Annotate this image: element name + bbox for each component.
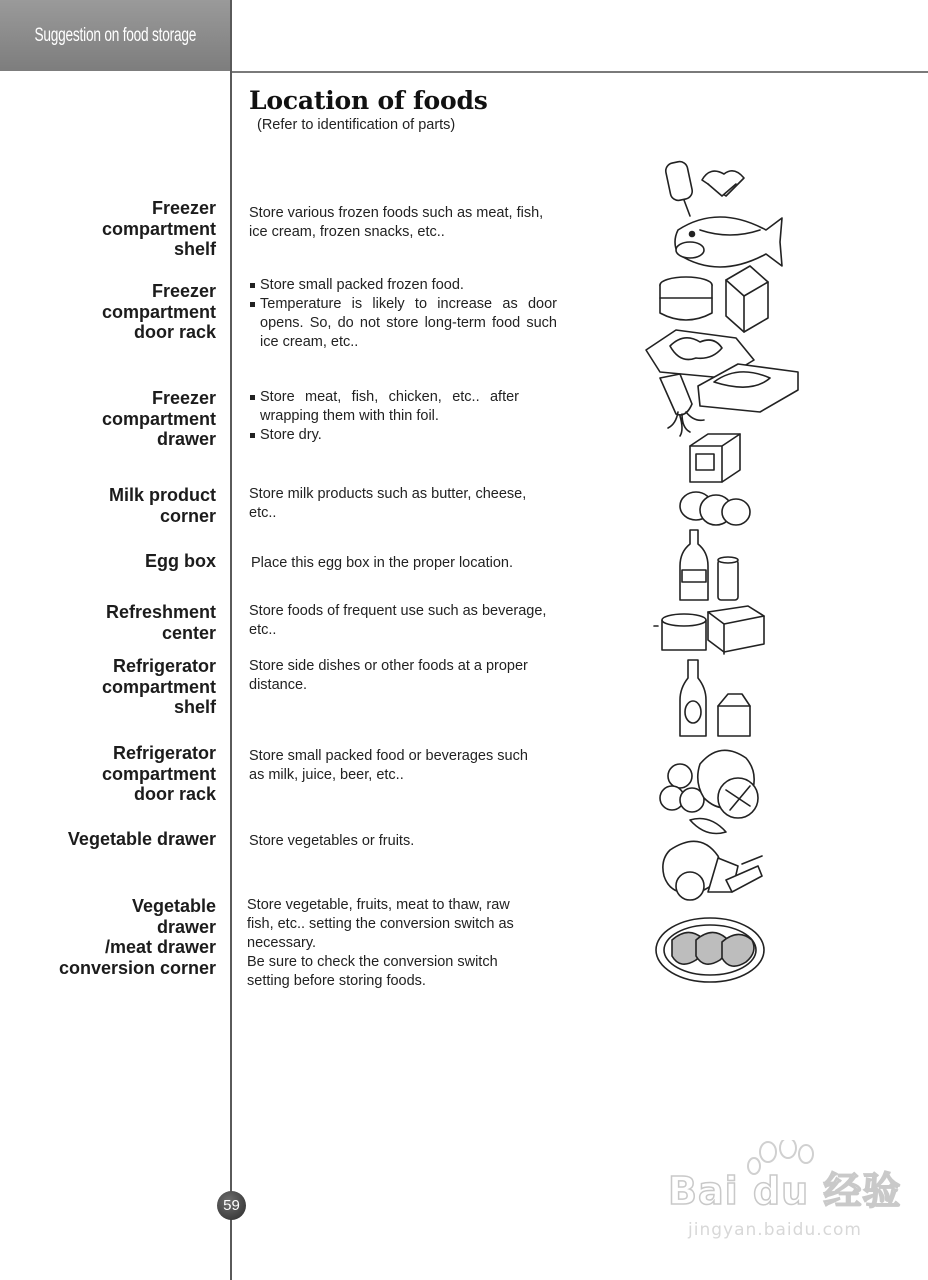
desc-line: necessary.	[247, 935, 317, 951]
desc-line: Store milk products such as butter, cheese,	[249, 486, 527, 502]
label-line: compartment	[101, 218, 216, 239]
label-line: corner	[159, 505, 216, 526]
desc-line: etc..	[249, 622, 277, 638]
label-line: Vegetable drawer	[67, 829, 216, 849]
desc-line: ice cream, frozen snacks, etc..	[249, 224, 445, 240]
desc-refrigerator-shelf	[249, 657, 557, 695]
meat-plate-icon	[656, 918, 764, 982]
desc-line: Store side dishes or other foods at a proper	[249, 658, 528, 674]
sauce-bottle-icon	[680, 660, 706, 736]
desc-freezer-door-rack	[249, 276, 557, 352]
label-freezer-drawer	[16, 388, 216, 450]
label-line: Milk product	[109, 485, 216, 505]
label-refreshment-center	[16, 602, 216, 643]
ice-cream-icon	[664, 160, 744, 216]
fish-icon	[675, 217, 782, 267]
label-milk-product-corner	[16, 485, 216, 526]
label-vegetable-drawer	[0, 829, 216, 850]
margin-rule	[230, 0, 232, 1280]
package-box-icon	[726, 266, 768, 332]
header-rule	[231, 71, 928, 73]
bottle-icon	[680, 530, 708, 600]
desc-conversion-corner	[247, 896, 547, 991]
desc-freezer-shelf	[249, 204, 557, 242]
desc-line: Store various frozen foods such as meat, fish,	[249, 205, 544, 221]
label-line: compartment	[101, 408, 216, 429]
label-line: Refreshment	[105, 602, 216, 622]
section-title: Suggestion on food storage	[34, 24, 197, 46]
desc-refreshment-center	[249, 602, 557, 640]
label-line: shelf	[173, 697, 216, 717]
label-line: shelf	[173, 239, 216, 259]
label-line: Freezer	[151, 388, 216, 408]
watermark-brand: Bai du 经验	[668, 1169, 902, 1213]
label-line: Egg box	[145, 551, 216, 571]
label-freezer-door-rack	[16, 281, 216, 343]
squid-icon	[660, 374, 704, 436]
bullet-item: Store meat, fish, chicken, etc.. after wrapping them with thin foil.	[249, 388, 519, 426]
bullet-item: Store dry.	[249, 426, 519, 445]
desc-vegetable-drawer	[249, 832, 557, 851]
page-number: 59	[217, 1191, 246, 1220]
label-line: Freezer	[151, 281, 216, 301]
desc-line: distance.	[249, 677, 308, 693]
can-icon	[718, 557, 738, 600]
watermark-url: jingyan.baidu.com	[688, 1220, 862, 1240]
label-line: /meat drawer	[104, 937, 216, 957]
desc-line: setting before storing foods.	[247, 973, 426, 989]
eggs-icon	[680, 492, 750, 525]
label-egg-box	[16, 551, 216, 572]
bullet-item: Temperature is likely to increase as door opens. So, do not store long-term food such ice cream, etc..	[249, 295, 557, 352]
page-subtitle: (Refer to identification of parts)	[257, 117, 456, 133]
label-line: Refrigerator	[112, 656, 216, 676]
label-line: compartment	[101, 301, 216, 322]
label-refrigerator-door-rack	[16, 743, 216, 805]
can-icon	[660, 277, 712, 320]
label-line: compartment	[101, 676, 216, 697]
label-line: drawer	[156, 429, 216, 449]
desc-line: Store foods of frequent use such as beverage,	[249, 603, 547, 619]
label-line: conversion corner	[58, 957, 216, 978]
label-freezer-shelf	[16, 198, 216, 260]
label-line: center	[161, 622, 216, 643]
desc-milk-product-corner	[249, 485, 557, 523]
desc-line: as milk, juice, beer, etc..	[249, 767, 404, 783]
desc-line: Be sure to check the conversion switch	[247, 954, 498, 970]
label-conversion-corner	[0, 896, 216, 978]
food-container-icon	[654, 606, 764, 654]
desc-refrigerator-door-rack	[249, 747, 557, 785]
label-line: Freezer	[151, 198, 216, 218]
food-illustrations	[630, 150, 810, 990]
label-line: Refrigerator	[112, 743, 216, 763]
desc-line: Place this egg box in the proper location.	[251, 555, 513, 571]
desc-line: Store vegetable, fruits, meat to thaw, raw	[247, 897, 510, 913]
desc-line: fish, etc.. setting the conversion switch as	[247, 916, 514, 932]
page-title: Location of foods	[249, 86, 488, 115]
label-refrigerator-shelf	[16, 656, 216, 718]
butter-box-icon	[690, 434, 740, 482]
section-header-tab	[0, 0, 231, 71]
desc-line: Store small packed food or beverages such	[249, 748, 528, 764]
desc-line: etc..	[249, 505, 277, 521]
desc-egg-box	[251, 554, 559, 573]
milk-carton-icon	[718, 694, 750, 736]
label-line: drawer	[156, 916, 216, 937]
label-line: door rack	[133, 322, 216, 342]
bullet-item: Store small packed frozen food.	[249, 276, 557, 295]
label-line: door rack	[133, 784, 216, 804]
label-line: compartment	[101, 763, 216, 784]
vegetables-icon	[663, 841, 762, 900]
label-line: Vegetable	[131, 896, 216, 916]
fruits-icon	[660, 750, 758, 833]
desc-line: Store vegetables or fruits.	[249, 833, 415, 849]
desc-freezer-drawer	[249, 388, 519, 445]
